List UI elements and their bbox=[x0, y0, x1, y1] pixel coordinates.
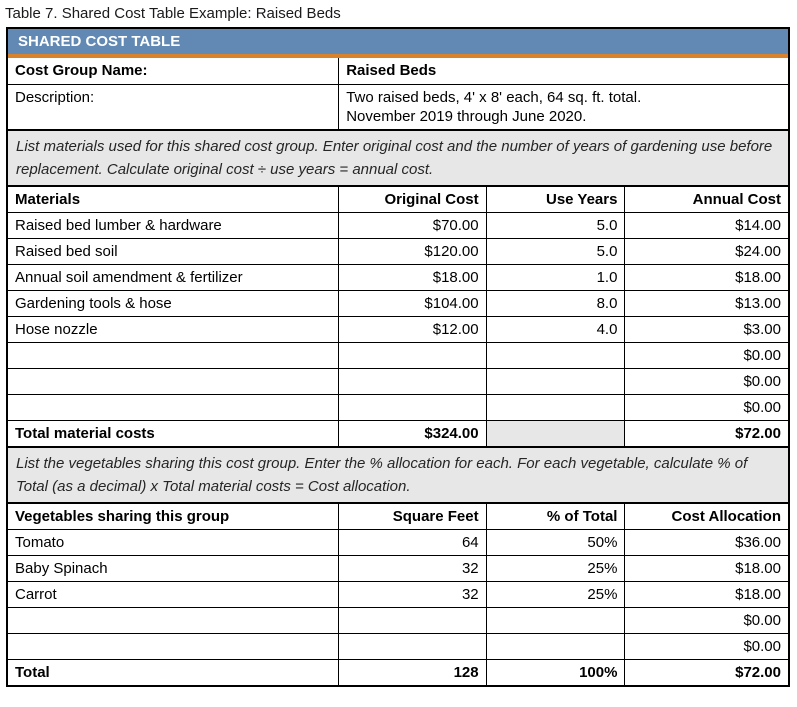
table-row bbox=[8, 581, 788, 607]
materials-total-original-cost: $324.00 bbox=[339, 420, 486, 446]
info-section bbox=[8, 58, 788, 130]
table-cell: Raised bed soil bbox=[8, 238, 339, 264]
table-row bbox=[8, 633, 788, 659]
square-feet-col-header: Square Feet bbox=[339, 503, 486, 529]
cost-group-label: Cost Group Name: bbox=[8, 58, 339, 84]
original-cost-col-header: Original Cost bbox=[339, 186, 486, 212]
table-cell: 64 bbox=[339, 529, 486, 555]
description-line-1: Two raised beds, 4' x 8' each, 64 sq. ft. total. bbox=[346, 88, 642, 106]
description-label: Description: bbox=[8, 84, 339, 129]
vegetables-total-cost-allocation: $72.00 bbox=[625, 659, 788, 685]
table-cell: 32 bbox=[339, 555, 486, 581]
vegetables-col-header: Vegetables sharing this group bbox=[8, 503, 339, 529]
cost-allocation-col-header: Cost Allocation bbox=[625, 503, 788, 529]
cost-group-row bbox=[8, 58, 788, 84]
vegetables-total-square-feet: 128 bbox=[339, 659, 486, 685]
table-cell bbox=[486, 633, 625, 659]
table-title-bar bbox=[8, 29, 788, 58]
description-value bbox=[339, 84, 788, 129]
table-cell: Raised bed lumber & hardware bbox=[8, 212, 339, 238]
table-cell bbox=[8, 342, 339, 368]
pct-of-total-col-header: % of Total bbox=[486, 503, 625, 529]
table-cell bbox=[486, 368, 625, 394]
table-cell bbox=[486, 607, 625, 633]
table-cell: Gardening tools & hose bbox=[8, 290, 339, 316]
table-cell bbox=[8, 394, 339, 420]
table-cell: 25% bbox=[486, 555, 625, 581]
table-cell: $0.00 bbox=[625, 342, 788, 368]
vegetables-header-row bbox=[8, 503, 788, 529]
table-cell: Baby Spinach bbox=[8, 555, 339, 581]
table-cell: 5.0 bbox=[486, 212, 625, 238]
materials-total-label: Total material costs bbox=[8, 420, 339, 446]
table-cell bbox=[339, 607, 486, 633]
table-cell: 8.0 bbox=[486, 290, 625, 316]
table-cell: $18.00 bbox=[625, 555, 788, 581]
table-cell bbox=[486, 394, 625, 420]
table-cell: $14.00 bbox=[625, 212, 788, 238]
table-cell: 4.0 bbox=[486, 316, 625, 342]
table-cell: $36.00 bbox=[625, 529, 788, 555]
materials-total-annual-cost: $72.00 bbox=[625, 420, 788, 446]
table-cell: Hose nozzle bbox=[8, 316, 339, 342]
materials-instructions: List materials used for this shared cost group. Enter original cost and the number of years of gardening use before replacement. Calculate original cost ÷ use years = annual cost. bbox=[8, 130, 788, 186]
table-title: SHARED COST TABLE bbox=[18, 33, 181, 50]
table-row bbox=[8, 368, 788, 394]
table-cell: $0.00 bbox=[625, 607, 788, 633]
table-row bbox=[8, 529, 788, 555]
table-cell: 25% bbox=[486, 581, 625, 607]
table-cell: $18.00 bbox=[625, 264, 788, 290]
table-row bbox=[8, 555, 788, 581]
table-cell: $18.00 bbox=[339, 264, 486, 290]
table-cell: $0.00 bbox=[625, 394, 788, 420]
description-row bbox=[8, 84, 788, 129]
table-cell: $70.00 bbox=[339, 212, 486, 238]
table-cell bbox=[339, 342, 486, 368]
table-cell: Annual soil amendment & fertilizer bbox=[8, 264, 339, 290]
table-cell bbox=[8, 368, 339, 394]
table-cell: $18.00 bbox=[625, 581, 788, 607]
vegetables-instructions: List the vegetables sharing this cost group. Enter the % allocation for each. For each vegetable, calculate % of Total (as a decimal) x Total material costs = Cost allocation. bbox=[8, 447, 788, 503]
table-cell: $104.00 bbox=[339, 290, 486, 316]
cost-group-value: Raised Beds bbox=[339, 58, 788, 84]
table-cell bbox=[339, 633, 486, 659]
table-row bbox=[8, 212, 788, 238]
vegetables-total-row bbox=[8, 659, 788, 685]
table-caption: Table 7. Shared Cost Table Example: Raised Beds bbox=[5, 5, 341, 22]
table-cell: $24.00 bbox=[625, 238, 788, 264]
vegetables-total-label: Total bbox=[8, 659, 339, 685]
table-cell: $0.00 bbox=[625, 368, 788, 394]
table-row bbox=[8, 342, 788, 368]
table-cell bbox=[339, 368, 486, 394]
table-cell: $3.00 bbox=[625, 316, 788, 342]
table-cell bbox=[486, 342, 625, 368]
table-row bbox=[8, 394, 788, 420]
table-row bbox=[8, 316, 788, 342]
table-cell bbox=[8, 633, 339, 659]
materials-header-row bbox=[8, 186, 788, 212]
table-row bbox=[8, 290, 788, 316]
table-cell: 1.0 bbox=[486, 264, 625, 290]
table-cell: 50% bbox=[486, 529, 625, 555]
table-row bbox=[8, 264, 788, 290]
table-cell bbox=[8, 607, 339, 633]
table-cell: $12.00 bbox=[339, 316, 486, 342]
annual-cost-col-header: Annual Cost bbox=[625, 186, 788, 212]
materials-total-row bbox=[8, 420, 788, 446]
materials-col-header: Materials bbox=[8, 186, 339, 212]
table-row bbox=[8, 238, 788, 264]
table-cell bbox=[339, 394, 486, 420]
table-cell: 32 bbox=[339, 581, 486, 607]
shared-cost-table bbox=[6, 27, 790, 687]
table-row bbox=[8, 607, 788, 633]
vegetables-total-pct: 100% bbox=[486, 659, 625, 685]
materials-total-use-years-shaded-cell bbox=[486, 420, 625, 446]
table-cell: 5.0 bbox=[486, 238, 625, 264]
materials-section bbox=[8, 186, 788, 447]
table-cell: Carrot bbox=[8, 581, 339, 607]
table-cell: $13.00 bbox=[625, 290, 788, 316]
table-cell: $0.00 bbox=[625, 633, 788, 659]
vegetables-section bbox=[8, 503, 788, 686]
description-line-2: November 2019 through June 2020. bbox=[346, 107, 587, 125]
use-years-col-header: Use Years bbox=[486, 186, 625, 212]
table-cell: $120.00 bbox=[339, 238, 486, 264]
table-cell: Tomato bbox=[8, 529, 339, 555]
